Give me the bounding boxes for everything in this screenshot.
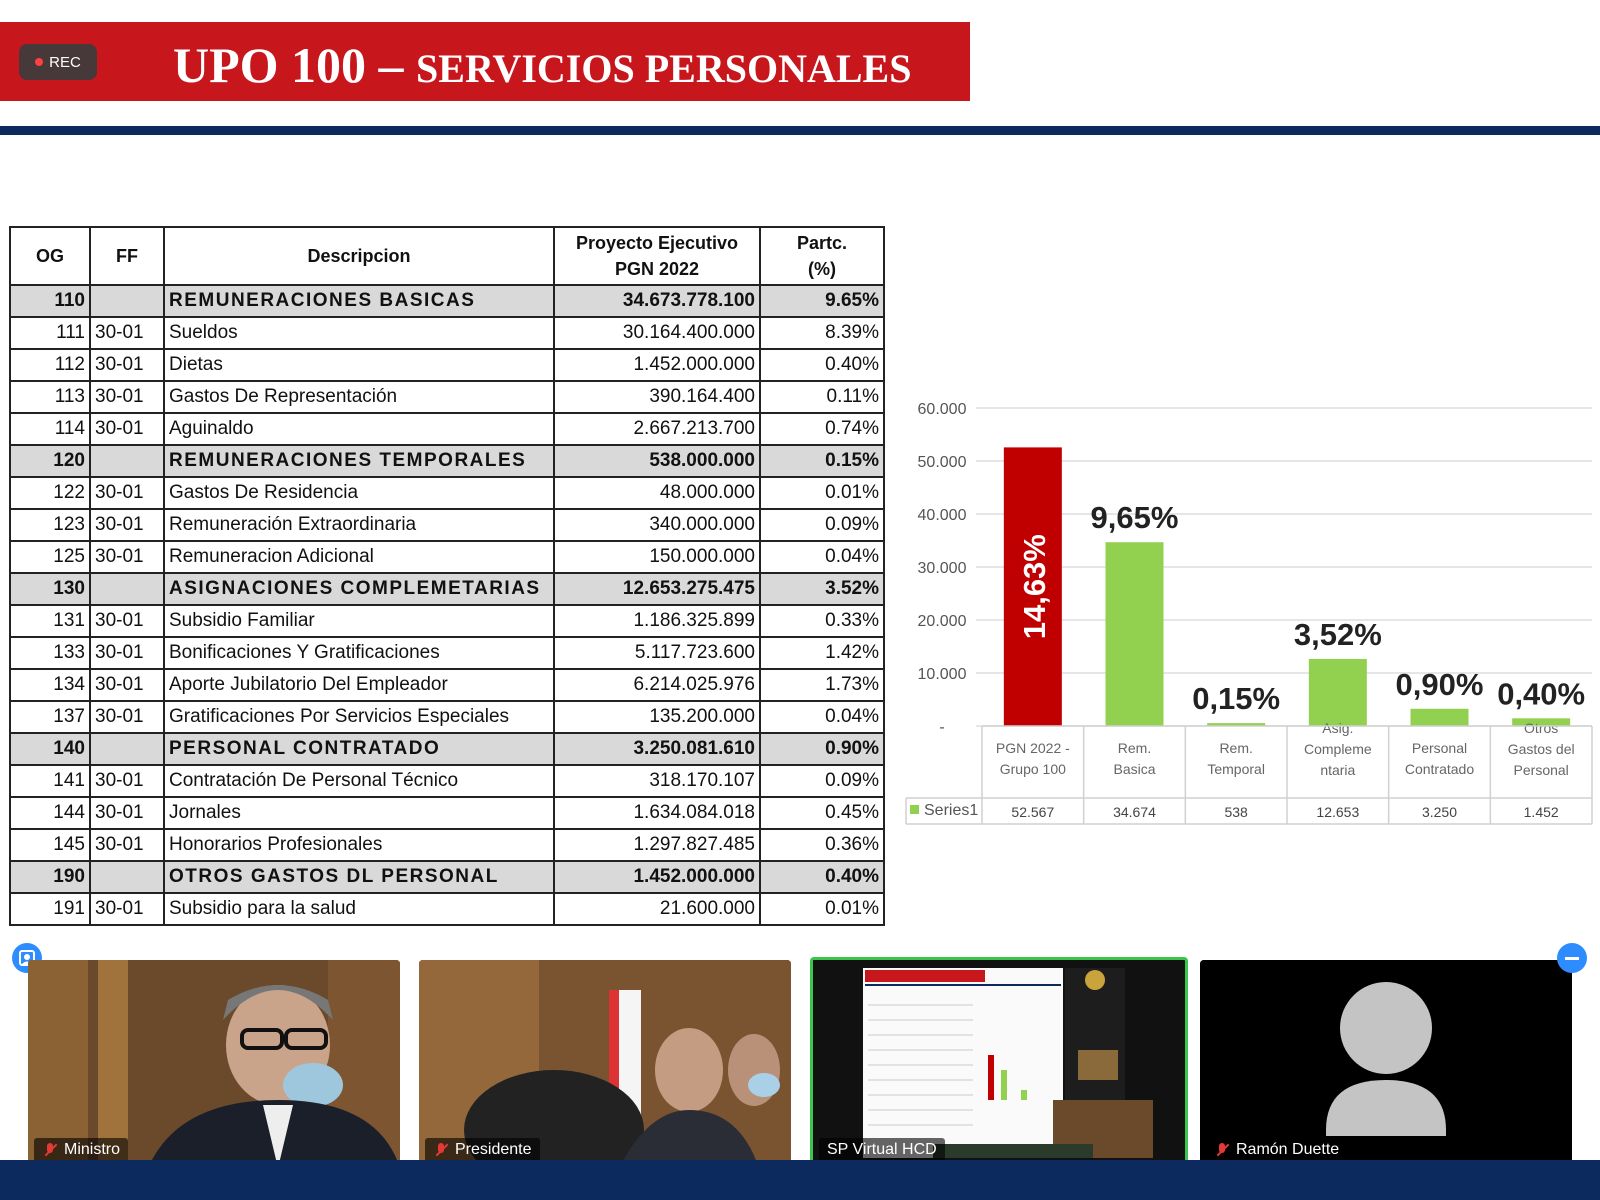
recording-badge[interactable] (19, 44, 97, 80)
cell-og: 133 (10, 637, 90, 669)
header-og: OG (10, 227, 90, 285)
table-row (10, 317, 884, 349)
table-group-row (10, 573, 884, 605)
cell-desc: OTROS GASTOS DL PERSONAL (164, 861, 554, 893)
participant-label (1206, 1138, 1347, 1162)
cell-amount: 1.452.000.000 (554, 861, 760, 893)
mic-muted-icon (42, 1142, 58, 1158)
cell-pct: 0.15% (760, 445, 884, 477)
cell-desc: Bonificaciones Y Gratificaciones (164, 637, 554, 669)
title-main: UPO 100 – (173, 37, 417, 93)
category-label: Basica (1113, 761, 1156, 777)
data-table-value: 12.653 (1316, 804, 1360, 820)
data-table-value: 3.250 (1421, 804, 1458, 820)
table-row (10, 797, 884, 829)
cell-og: 130 (10, 573, 90, 605)
table-row (10, 605, 884, 637)
cell-pct: 8.39% (760, 317, 884, 349)
table-row (10, 509, 884, 541)
table-group-row (10, 861, 884, 893)
cell-desc: Aporte Jubilatorio Del Empleador (164, 669, 554, 701)
cell-ff: 30-01 (90, 509, 164, 541)
y-tick-label: 40.000 (917, 507, 967, 524)
cell-ff: 30-01 (90, 349, 164, 381)
slide-title (98, 36, 911, 94)
table-row (10, 701, 884, 733)
participant-video-ministro (28, 960, 400, 1168)
cell-ff: 30-01 (90, 317, 164, 349)
y-tick-label: 30.000 (917, 560, 967, 577)
cell-og: 112 (10, 349, 90, 381)
cell-amount: 5.117.723.600 (554, 637, 760, 669)
table-row (10, 893, 884, 925)
bar-annotation: 0,90% (1395, 666, 1484, 702)
participant-name: Presidente (455, 1141, 532, 1158)
cell-desc: REMUNERACIONES BASICAS (164, 285, 554, 317)
cell-pct: 0.04% (760, 701, 884, 733)
video-participant-strip (0, 955, 1600, 1175)
cell-pct: 0.33% (760, 605, 884, 637)
participant-tile-ministro[interactable] (28, 960, 400, 1168)
cell-amount: 12.653.275.475 (554, 573, 760, 605)
slide-title-banner (0, 22, 970, 101)
cell-amount: 34.673.778.100 (554, 285, 760, 317)
participant-name: Ministro (64, 1141, 121, 1158)
cell-pct: 0.40% (760, 349, 884, 381)
header-participation (760, 227, 884, 285)
cell-ff: 30-01 (90, 381, 164, 413)
slide-footer-bar (0, 1160, 1600, 1200)
cell-og: 140 (10, 733, 90, 765)
cell-pct: 0.09% (760, 765, 884, 797)
header-desc: Descripcion (164, 227, 554, 285)
cell-desc: REMUNERACIONES TEMPORALES (164, 445, 554, 477)
cell-pct: 0.04% (760, 541, 884, 573)
legend-swatch (910, 805, 919, 814)
record-dot-icon (35, 58, 43, 66)
cell-pct: 0.45% (760, 797, 884, 829)
cell-og: 131 (10, 605, 90, 637)
cell-ff: 30-01 (90, 893, 164, 925)
title-rest: SERVICIOS PERSONALES (416, 46, 912, 91)
table-row (10, 349, 884, 381)
category-label: Contratado (1404, 761, 1475, 777)
category-label: PGN 2022 - (995, 740, 1070, 756)
cell-og: 191 (10, 893, 90, 925)
cell-pct: 0.01% (760, 893, 884, 925)
cell-og: 137 (10, 701, 90, 733)
cell-amount: 1.634.084.018 (554, 797, 760, 829)
cell-ff: 30-01 (90, 541, 164, 573)
cell-ff (90, 573, 164, 605)
y-tick-label: 20.000 (917, 613, 967, 630)
cell-pct: 0.74% (760, 413, 884, 445)
cell-pct: 0.36% (760, 829, 884, 861)
cell-og: 123 (10, 509, 90, 541)
cell-desc: Sueldos (164, 317, 554, 349)
bar-chart-svg (896, 386, 1600, 826)
minimize-icon[interactable] (1557, 943, 1587, 973)
category-label: Asig. (1322, 720, 1354, 736)
cell-desc: Honorarios Profesionales (164, 829, 554, 861)
cell-desc: Dietas (164, 349, 554, 381)
data-table-value: 1.452 (1523, 804, 1559, 820)
cell-amount: 1.297.827.485 (554, 829, 760, 861)
data-table-value: 52.567 (1011, 804, 1055, 820)
cell-amount: 150.000.000 (554, 541, 760, 573)
table-row (10, 541, 884, 573)
cell-desc: Gastos De Residencia (164, 477, 554, 509)
cell-pct: 0.40% (760, 861, 884, 893)
table-row (10, 381, 884, 413)
cell-pct: 0.90% (760, 733, 884, 765)
cell-og: 125 (10, 541, 90, 573)
cell-desc: Subsidio Familiar (164, 605, 554, 637)
cell-pct: 0.11% (760, 381, 884, 413)
category-label: Grupo 100 (999, 761, 1066, 777)
bar-annotation: 0,40% (1497, 676, 1586, 712)
cell-amount: 1.452.000.000 (554, 349, 760, 381)
category-label: Personal (1411, 740, 1468, 756)
bar-annotation: 0,15% (1192, 681, 1281, 717)
bar-annotation: 14,63% (1016, 534, 1052, 640)
cell-og: 110 (10, 285, 90, 317)
category-label: Personal (1513, 762, 1569, 778)
cell-desc: Gratificaciones Por Servicios Especiales (164, 701, 554, 733)
cell-og: 120 (10, 445, 90, 477)
recording-label: REC (49, 53, 81, 71)
cell-desc: Remuneración Extraordinaria (164, 509, 554, 541)
cell-desc: ASIGNACIONES COMPLEMETARIAS (164, 573, 554, 605)
bar-chart (896, 386, 1600, 826)
cell-og: 111 (10, 317, 90, 349)
mic-muted-icon (433, 1142, 449, 1158)
table-row (10, 765, 884, 797)
cell-desc: Remuneracion Adicional (164, 541, 554, 573)
cell-ff (90, 445, 164, 477)
bar (1309, 659, 1367, 726)
category-label: ntaria (1320, 762, 1356, 778)
cell-amount: 21.600.000 (554, 893, 760, 925)
participant-avatar (1200, 960, 1572, 1168)
y-tick-label: - (939, 719, 945, 736)
participant-label (34, 1138, 128, 1162)
cell-ff (90, 861, 164, 893)
participant-video-presidente (419, 960, 791, 1168)
cell-pct: 0.01% (760, 477, 884, 509)
y-tick-label: 50.000 (917, 454, 967, 471)
cell-og: 113 (10, 381, 90, 413)
cell-desc: Jornales (164, 797, 554, 829)
cell-ff: 30-01 (90, 701, 164, 733)
participant-name: Ramón Duette (1236, 1141, 1340, 1158)
table-row (10, 477, 884, 509)
cell-pct: 1.42% (760, 637, 884, 669)
data-table-value: 538 (1224, 804, 1248, 820)
cell-og: 114 (10, 413, 90, 445)
cell-pct: 0.09% (760, 509, 884, 541)
header-part-line1: Partc. (796, 233, 848, 253)
header-project-line2: PGN 2022 (614, 259, 700, 279)
category-label: Compleme (1303, 741, 1372, 757)
title-divider (0, 126, 1600, 135)
budget-table (9, 226, 885, 926)
table-group-row (10, 445, 884, 477)
header-part-line2: (%) (808, 259, 836, 279)
cell-ff: 30-01 (90, 765, 164, 797)
cell-ff: 30-01 (90, 413, 164, 445)
table-header-row (10, 227, 884, 285)
header-project-line1: Proyecto Ejecutivo (575, 233, 739, 253)
cell-og: 190 (10, 861, 90, 893)
shared-screen-thumbnail (813, 960, 1179, 1162)
table-group-row (10, 733, 884, 765)
avatar-head (1340, 982, 1432, 1074)
table-row (10, 637, 884, 669)
legend-label: Series1 (924, 802, 979, 819)
bar-annotation: 9,65% (1090, 500, 1179, 536)
cell-amount: 135.200.000 (554, 701, 760, 733)
participant-label (819, 1138, 945, 1162)
header-ff: FF (90, 227, 164, 285)
category-label: Otros (1524, 720, 1559, 736)
mic-muted-icon (1214, 1142, 1230, 1158)
cell-desc: Gastos De Representación (164, 381, 554, 413)
cell-amount: 340.000.000 (554, 509, 760, 541)
cell-pct: 9.65% (760, 285, 884, 317)
category-label: Rem. (1117, 740, 1152, 756)
table-group-row (10, 285, 884, 317)
y-tick-label: 10.000 (917, 666, 967, 683)
participant-label (425, 1138, 540, 1162)
cell-ff: 30-01 (90, 829, 164, 861)
cell-desc: PERSONAL CONTRATADO (164, 733, 554, 765)
participant-tile-ramon-duette[interactable] (1200, 960, 1572, 1168)
participant-name: SP Virtual HCD (827, 1141, 937, 1158)
cell-amount: 2.667.213.700 (554, 413, 760, 445)
cell-desc: Aguinaldo (164, 413, 554, 445)
category-label: Temporal (1207, 761, 1265, 777)
cell-og: 141 (10, 765, 90, 797)
cell-amount: 538.000.000 (554, 445, 760, 477)
cell-amount: 6.214.025.976 (554, 669, 760, 701)
cell-og: 145 (10, 829, 90, 861)
cell-amount: 30.164.400.000 (554, 317, 760, 349)
category-label: Gastos del (1507, 741, 1575, 757)
cell-og: 144 (10, 797, 90, 829)
data-table-value: 34.674 (1113, 804, 1156, 820)
cell-desc: Contratación De Personal Técnico (164, 765, 554, 797)
cell-ff (90, 733, 164, 765)
table-row (10, 413, 884, 445)
bar (1411, 709, 1469, 726)
cell-og: 134 (10, 669, 90, 701)
cell-pct: 1.73% (760, 669, 884, 701)
cell-og: 122 (10, 477, 90, 509)
cell-ff: 30-01 (90, 669, 164, 701)
cell-ff (90, 285, 164, 317)
cell-amount: 390.164.400 (554, 381, 760, 413)
participant-tile-sp-virtual-hcd[interactable] (810, 957, 1188, 1171)
table-row (10, 669, 884, 701)
cell-ff: 30-01 (90, 605, 164, 637)
cell-amount: 318.170.107 (554, 765, 760, 797)
y-tick-label: 60.000 (917, 401, 967, 418)
table-row (10, 829, 884, 861)
cell-amount: 3.250.081.610 (554, 733, 760, 765)
cell-desc: Subsidio para la salud (164, 893, 554, 925)
cell-ff: 30-01 (90, 637, 164, 669)
header-project (554, 227, 760, 285)
cell-ff: 30-01 (90, 477, 164, 509)
cell-amount: 1.186.325.899 (554, 605, 760, 637)
bar-annotation: 3,52% (1293, 616, 1382, 652)
cell-ff: 30-01 (90, 797, 164, 829)
bar (1106, 542, 1164, 726)
participant-tile-presidente[interactable] (419, 960, 791, 1168)
cell-amount: 48.000.000 (554, 477, 760, 509)
cell-pct: 3.52% (760, 573, 884, 605)
category-label: Rem. (1219, 740, 1253, 756)
